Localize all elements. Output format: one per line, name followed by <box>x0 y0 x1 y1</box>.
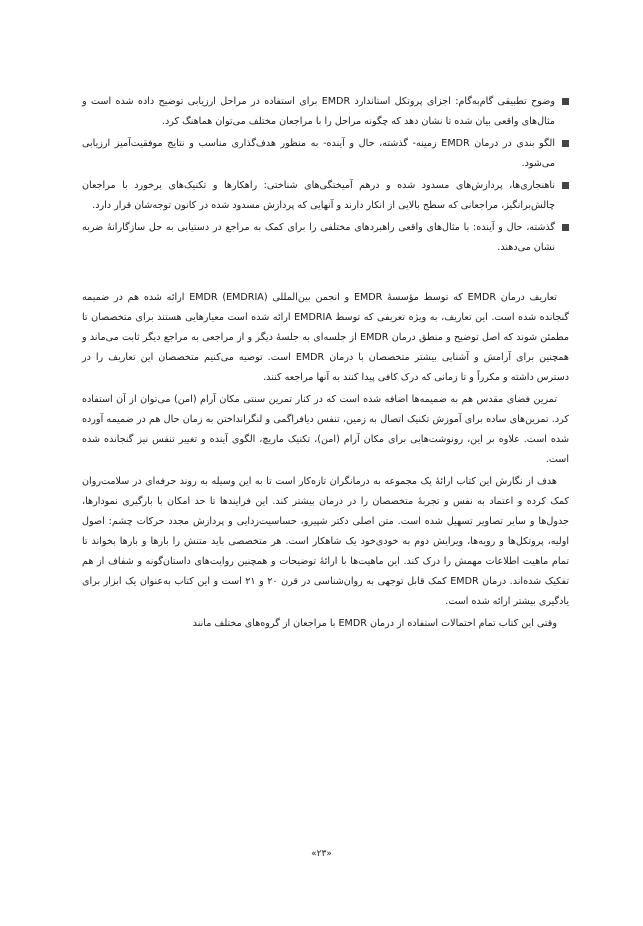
square-bullet-icon <box>562 140 569 147</box>
page-content <box>82 92 569 634</box>
body-paragraph: هدف از نگارش این کتاب ارائهٔ یک مجموعه به درمانگران تازه‌کار است تا به این وسیله به روند حرفه‌ای در سلامت‌روان کمک کرده و اعتماد به نفس و تجربهٔ متخصصان را در درمان بیشتر کند. این فرایندها تا حد امکان با بارگیری نمودارها، جدول‌ها و سایر تصاویر تسهیل شده است. متن اصلی دکتر شپیرو، حساسیت‌زدایی و پردازش مجدد حرکات چشم: اصول اولیه، پروتکل‌ها و رویه‌ها، ویرایش دوم به خودی‌خود یک شاهکار است. هر متخصصی باید متنش را بارها و بارها بخواند تا تمام ماهیت اطلاعات مهمش را درک کند. این ماهیت‌ها با ارائهٔ توضیحات و همچنین روایت‌های داستان‌گونه و شفاف از هم تفکیک شده‌اند. درمان EMDR کمک قابل توجهی به روان‌شناسی در قرن ۲۰ و ۲۱ است و این کتاب به‌عنوان یک ابزار برای یادگیری بیشتر ارائه شده است. <box>82 476 569 607</box>
square-bullet-icon <box>562 98 569 105</box>
bullet-item <box>82 92 569 132</box>
bullet-text: ناهنجاری‌ها، پردازش‌های مسدود شده و درهم آمیختگی‌های شناختی: راهکارها و تکنیک‌های برخورد با مراجعان چالش‌برانگیز، مراجعانی که سطح بالایی از انکار دارند و آنهایی که پردازش مسدود شده در کانون توجه‌شان قرار دارد. <box>82 180 555 211</box>
bullet-item <box>82 218 569 258</box>
body-paragraph: وقتی این کتاب تمام احتمالات استفاده از درمان EMDR با مراجعان از گروه‌های مختلف مانند <box>192 618 557 629</box>
bullet-item <box>82 134 569 174</box>
bullet-item <box>82 176 569 216</box>
square-bullet-icon <box>562 224 569 231</box>
body-paragraph: تعاریف درمان EMDR که توسط مؤسسهٔ EMDR و انجمن بین‌المللی EMDR (EMDRIA) ارائه شده هم در ضمیمه گنجانده شده است. این تعاریف، به ویژه تعریفی که توسط EMDRIA ارائه شده است معیارهایی هستند برای متخصصان تا مطمئن شوند که اصل توضیح و منطق درمان EMDR از جلسه‌ای به جلسهٔ دیگر و از مراجعی به مراجع دیگر ثابت می‌ماند و همچنین برای آرامش و آشنایی بیشتر متخصصان با درمان EMDR است. توصیه می‌کنیم متخصصان این تعاریف را در دسترس داشته و مکرراً و تا زمانی که درک کافی پیدا کنند به آنها مراجعه کنند. <box>82 292 569 383</box>
bullet-text: الگو بندی در درمان EMDR زمینه- گذشته، حال و آینده- به منظور هدف‌گذاری مناسب و نتایج موفقیت‌آمیز ارزیابی می‌شود. <box>82 138 555 169</box>
square-bullet-icon <box>562 182 569 189</box>
bullet-text: گذشته، حال و آینده: با مثال‌های واقعی راهبردهای مختلفی را برای کمک به مراجع در دستیابی به حل سازگارانهٔ ضربه نشان می‌دهند. <box>82 222 555 253</box>
page-number: «۲۳» <box>311 849 332 859</box>
body-paragraph: تمرین فضای مقدس هم به ضمیمه‌ها اضافه شده است که در کنار تمرین سنتی مکان آرام (امن) می‌توان از آن استفاده کرد. تمرین‌های ساده برای آموزش تکنیک اتصال به زمین، تنفس دیافراگمی و لنگرانداختن به زمان حال هم در ضمیمه آورده شده است. علاوه بر این، رونوشت‌هایی برای مکان آرام (امن)، تکنیک ماریچ، الگوی آینده و تغییر تنفس نیز گنجانده شده است. <box>82 394 569 465</box>
bullet-text: وضوح تطبیقی گام‌به‌گام: اجزای پروتکل استاندارد EMDR برای استفاده در مراحل ارزیابی توضیح داده شده است و مثال‌های واقعی بیان شده تا نشان دهد که چگونه مراحل را با مراجعان مختلف می‌توان هماهنگ کرد. <box>82 96 555 127</box>
bullet-list <box>82 92 569 258</box>
